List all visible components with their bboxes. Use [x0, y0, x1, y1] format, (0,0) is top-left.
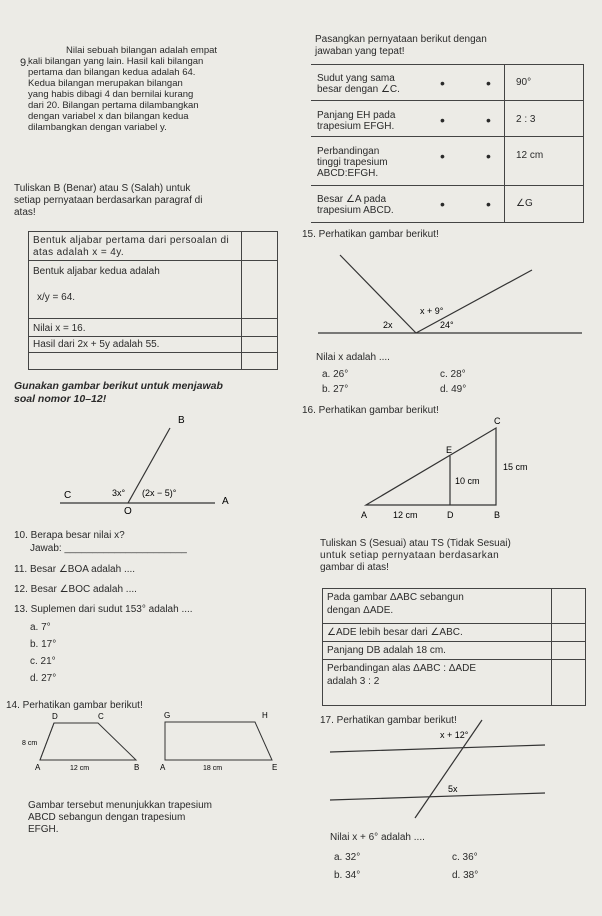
tri-D: D	[447, 510, 454, 520]
q9-row-4: Hasil dari 2x + 5y adalah 55.	[33, 339, 160, 350]
match-intro-1: Pasangkan pernyataan berikut dengan	[315, 34, 487, 45]
trap1-side: 8 cm	[22, 740, 38, 747]
trap2-A: A	[160, 763, 166, 772]
trap2-G: G	[164, 711, 171, 720]
q17-ask: Nilai x + 6° adalah ....	[330, 832, 425, 843]
tri-ed-length: 10 cm	[455, 476, 480, 486]
tri-A: A	[361, 510, 368, 520]
q15-option[interactable]: b. 27°	[322, 384, 349, 395]
q16-statement-1: dengan ΔADE.	[327, 605, 394, 616]
q9-paragraph-line: Nilai sebuah bilangan adalah empat	[66, 45, 218, 56]
match-left-2: Panjang EH pada	[317, 110, 396, 121]
q16-statement-2: ∠ADE lebih besar dari ∠ABC.	[327, 627, 463, 638]
match-left-4: trapesium ABCD.	[317, 205, 394, 216]
q9-paragraph-line: pertama dan bilangan kedua adalah 64.	[28, 67, 196, 78]
q12-text: 12. Besar ∠BOC adalah ....	[14, 584, 137, 595]
q16-instr-3: gambar di atas!	[320, 562, 389, 573]
tri-ad-length: 12 cm	[393, 510, 418, 520]
q16-instr-2: untuk setiap pernyataan berdasarkan	[320, 550, 500, 561]
match-right-2: 2 : 3	[516, 114, 536, 125]
trap1-C: C	[98, 712, 104, 721]
q13-option[interactable]: a. 7°	[30, 622, 51, 633]
trap2-H: H	[262, 711, 268, 720]
q9-row-1: Bentuk aljabar pertama dari persoalan di atas adalah x = 4y.	[33, 235, 230, 258]
match-left-4: Besar ∠A pada	[317, 194, 387, 205]
q9-row-2-formula: x/y = 64.	[37, 292, 76, 303]
match-dot-left[interactable]: •	[440, 75, 445, 91]
q9-row-2: Bentuk aljabar kedua adalah	[33, 266, 160, 277]
q17-option[interactable]: a. 32°	[334, 852, 361, 863]
trap1-D: D	[52, 712, 58, 721]
q9-paragraph-line: dilambangkan dengan variabel y.	[28, 122, 167, 133]
q15-option[interactable]: d. 49°	[440, 384, 467, 395]
trap1-base: 12 cm	[70, 765, 90, 772]
trap1-B: B	[134, 763, 140, 772]
match-left-3: tinggi trapesium	[317, 157, 388, 168]
q16-statement-1: Pada gambar ΔABC sebangun	[327, 592, 464, 603]
match-dot-right[interactable]: •	[486, 148, 491, 164]
instruction-10-12-line2: soal nomor 10–12!	[14, 393, 107, 405]
match-right-1: 90°	[516, 77, 532, 88]
label-C: C	[64, 490, 72, 501]
match-dot-right[interactable]: •	[486, 196, 491, 212]
q17-angle-x12: x + 12°	[440, 730, 469, 740]
q9-instruction-line: Tuliskan B (Benar) atau S (Salah) untuk	[14, 183, 191, 194]
q13-option[interactable]: c. 21°	[30, 656, 56, 667]
instruction-10-12-line1: Gunakan gambar berikut untuk menjawab	[14, 380, 223, 392]
tri-cb-length: 15 cm	[503, 462, 528, 472]
match-dot-left[interactable]: •	[440, 112, 445, 128]
q15-angle-24: 24°	[440, 320, 454, 330]
q9-paragraph-line: kali bilangan yang lain. Hasil kali bilangan	[28, 56, 204, 67]
q9-paragraph-line: yang habis dibagi 4 dan bernilai kurang	[28, 89, 194, 100]
q9-instruction-line: setiap pernyataan berdasarkan paragraf di	[14, 195, 203, 206]
q16-text: 16. Perhatikan gambar berikut!	[302, 405, 439, 416]
match-left-2: trapesium EFGH.	[317, 121, 395, 132]
q9-paragraph-line: dari 20. Bilangan pertama dilambangkan	[28, 100, 199, 111]
trap1-A: A	[35, 763, 41, 772]
q9-paragraph-line: dengan variabel x dan bilangan kedua	[28, 111, 189, 122]
label-A: A	[222, 496, 229, 507]
q15-option[interactable]: c. 28°	[440, 369, 466, 380]
tri-C: C	[494, 416, 501, 426]
q14-text: 14. Perhatikan gambar berikut!	[6, 700, 143, 711]
trap2-E: E	[272, 763, 278, 772]
match-intro-2: jawaban yang tepat!	[315, 46, 405, 57]
match-dot-left[interactable]: •	[440, 148, 445, 164]
q13-option[interactable]: b. 17°	[30, 639, 57, 650]
match-left-1: Sudut yang sama	[317, 73, 395, 84]
q17-text: 17. Perhatikan gambar berikut!	[320, 715, 457, 726]
angle-3x: 3x°	[112, 488, 126, 498]
q15-option[interactable]: a. 26°	[322, 369, 349, 380]
q9-number: 9.	[20, 57, 30, 69]
q16-statement-4: adalah 3 : 2	[327, 676, 380, 687]
q14-desc-1: Gambar tersebut menunjukkan trapesium	[28, 800, 212, 811]
q17-option[interactable]: c. 36°	[452, 852, 478, 863]
q16-instr-1: Tuliskan S (Sesuai) atau TS (Tidak Sesuai)	[320, 538, 511, 549]
q17-angle-5x: 5x	[448, 784, 458, 794]
trap2-base: 18 cm	[203, 765, 223, 772]
match-left-3: Perbandingan	[317, 146, 380, 157]
q15-angle-x9: x + 9°	[420, 306, 444, 316]
match-dot-right[interactable]: •	[486, 75, 491, 91]
q14-desc-3: EFGH.	[28, 824, 59, 835]
tri-E: E	[446, 445, 453, 455]
q15-text: 15. Perhatikan gambar berikut!	[302, 229, 439, 240]
angle-2x-5: (2x − 5)°	[142, 488, 177, 498]
q9-instruction-line: atas!	[14, 207, 36, 218]
match-left-1: besar dengan ∠C.	[317, 84, 400, 95]
q16-statement-4: Perbandingan alas ΔABC : ΔADE	[327, 663, 476, 674]
label-B: B	[178, 415, 185, 426]
q9-paragraph-line: Kedua bilangan merupakan bilangan	[28, 78, 183, 89]
q10-text: 10. Berapa besar nilai x?	[14, 530, 125, 541]
q15-angle-2x: 2x	[383, 320, 393, 330]
q16-statement-3: Panjang DB adalah 18 cm.	[327, 645, 446, 656]
q11-text: 11. Besar ∠BOA adalah ....	[14, 564, 136, 575]
q17-option[interactable]: d. 38°	[452, 870, 479, 881]
q13-text: 13. Suplemen dari sudut 153° adalah ....	[14, 604, 193, 615]
q10-answer-line[interactable]: Jawab: ______________________	[30, 543, 187, 554]
q14-desc-2: ABCD sebangun dengan trapesium	[28, 812, 186, 823]
q15-ask: Nilai x adalah ....	[316, 352, 390, 363]
match-right-4: ∠G	[516, 198, 533, 209]
match-dot-right[interactable]: •	[486, 112, 491, 128]
tri-B: B	[494, 510, 501, 520]
label-O: O	[124, 506, 132, 517]
q9-row-3: Nilai x = 16.	[33, 323, 86, 334]
q13-option[interactable]: d. 27°	[30, 673, 57, 684]
match-dot-left[interactable]: •	[440, 196, 445, 212]
match-right-3: 12 cm	[516, 150, 544, 161]
match-left-3: ABCD:EFGH.	[317, 168, 379, 179]
q17-option[interactable]: b. 34°	[334, 870, 361, 881]
